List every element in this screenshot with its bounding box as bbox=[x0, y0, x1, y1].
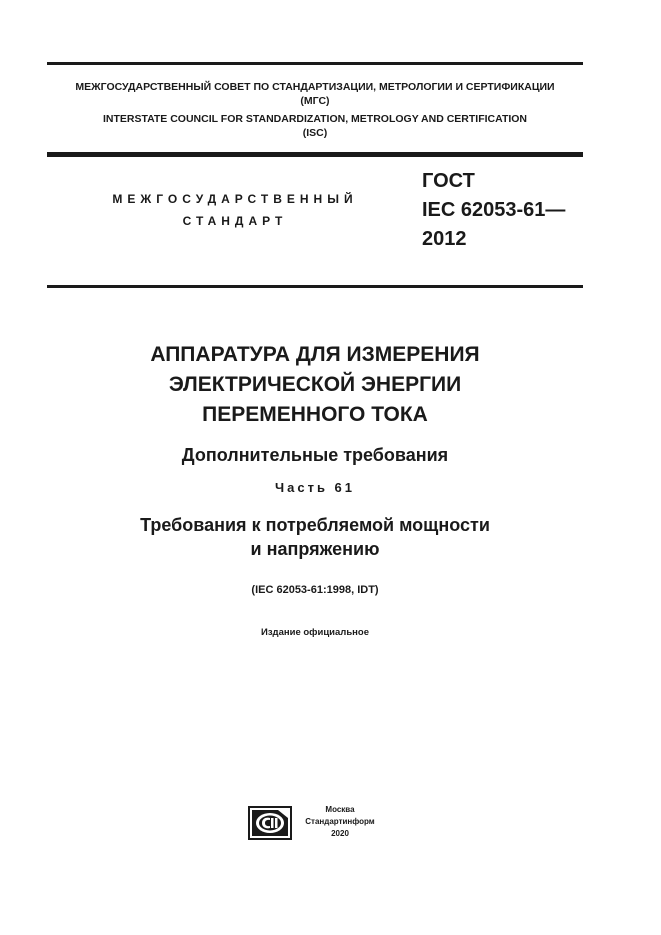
council-ru-line2: (МГС) bbox=[300, 95, 330, 107]
document-title bbox=[47, 340, 583, 430]
gost-line2: IEC 62053-61— bbox=[422, 199, 566, 221]
imprint-year: 2020 bbox=[331, 829, 349, 838]
standard-type-line2: СТАНДАРТ bbox=[182, 214, 288, 228]
part-title bbox=[47, 513, 583, 561]
equivalence-note: (IEC 62053-61:1998, IDT) bbox=[251, 584, 379, 596]
council-ru bbox=[47, 80, 583, 108]
subtitle: Дополнительные требования bbox=[181, 445, 449, 465]
council-en bbox=[47, 112, 583, 140]
edition-note: Издание официальное bbox=[261, 627, 369, 638]
standard-type-label bbox=[90, 188, 380, 232]
title-line2: ЭЛЕКТРИЧЕСКОЙ ЭНЕРГИИ bbox=[168, 373, 462, 396]
standartinform-logo-icon bbox=[248, 806, 292, 840]
council-en-line2: (ISC) bbox=[302, 127, 328, 139]
imprint bbox=[300, 804, 380, 840]
title-line1: АППАРАТУРА ДЛЯ ИЗМЕРЕНИЯ bbox=[150, 343, 480, 366]
title-line3: ПЕРЕМЕННОГО ТОКА bbox=[202, 403, 428, 426]
part-title-line2: и напряжению bbox=[250, 539, 380, 559]
council-en-line1: INTERSTATE COUNCIL FOR STANDARDIZATION, METROLOGY AND CERTIFICATION bbox=[102, 113, 528, 125]
gost-line1: ГОСТ bbox=[422, 170, 475, 192]
gost-designation bbox=[422, 167, 565, 254]
council-ru-line1: МЕЖГОСУДАРСТВЕННЫЙ СОВЕТ ПО СТАНДАРТИЗАЦИИ, МЕТРОЛОГИИ И СЕРТИФИКАЦИИ bbox=[75, 81, 555, 93]
gost-line3: 2012 bbox=[422, 228, 467, 250]
standard-type-line1: МЕЖГОСУДАРСТВЕННЫЙ bbox=[112, 192, 358, 206]
header-bottom-rule bbox=[47, 152, 583, 157]
top-rule bbox=[47, 62, 583, 65]
part-title-line1: Требования к потребляемой мощности bbox=[140, 515, 490, 535]
part-number: Часть 61 bbox=[274, 480, 356, 495]
designation-bottom-rule bbox=[47, 285, 583, 288]
imprint-city: Москва bbox=[325, 805, 355, 814]
imprint-publisher: Стандартинформ bbox=[305, 817, 375, 826]
